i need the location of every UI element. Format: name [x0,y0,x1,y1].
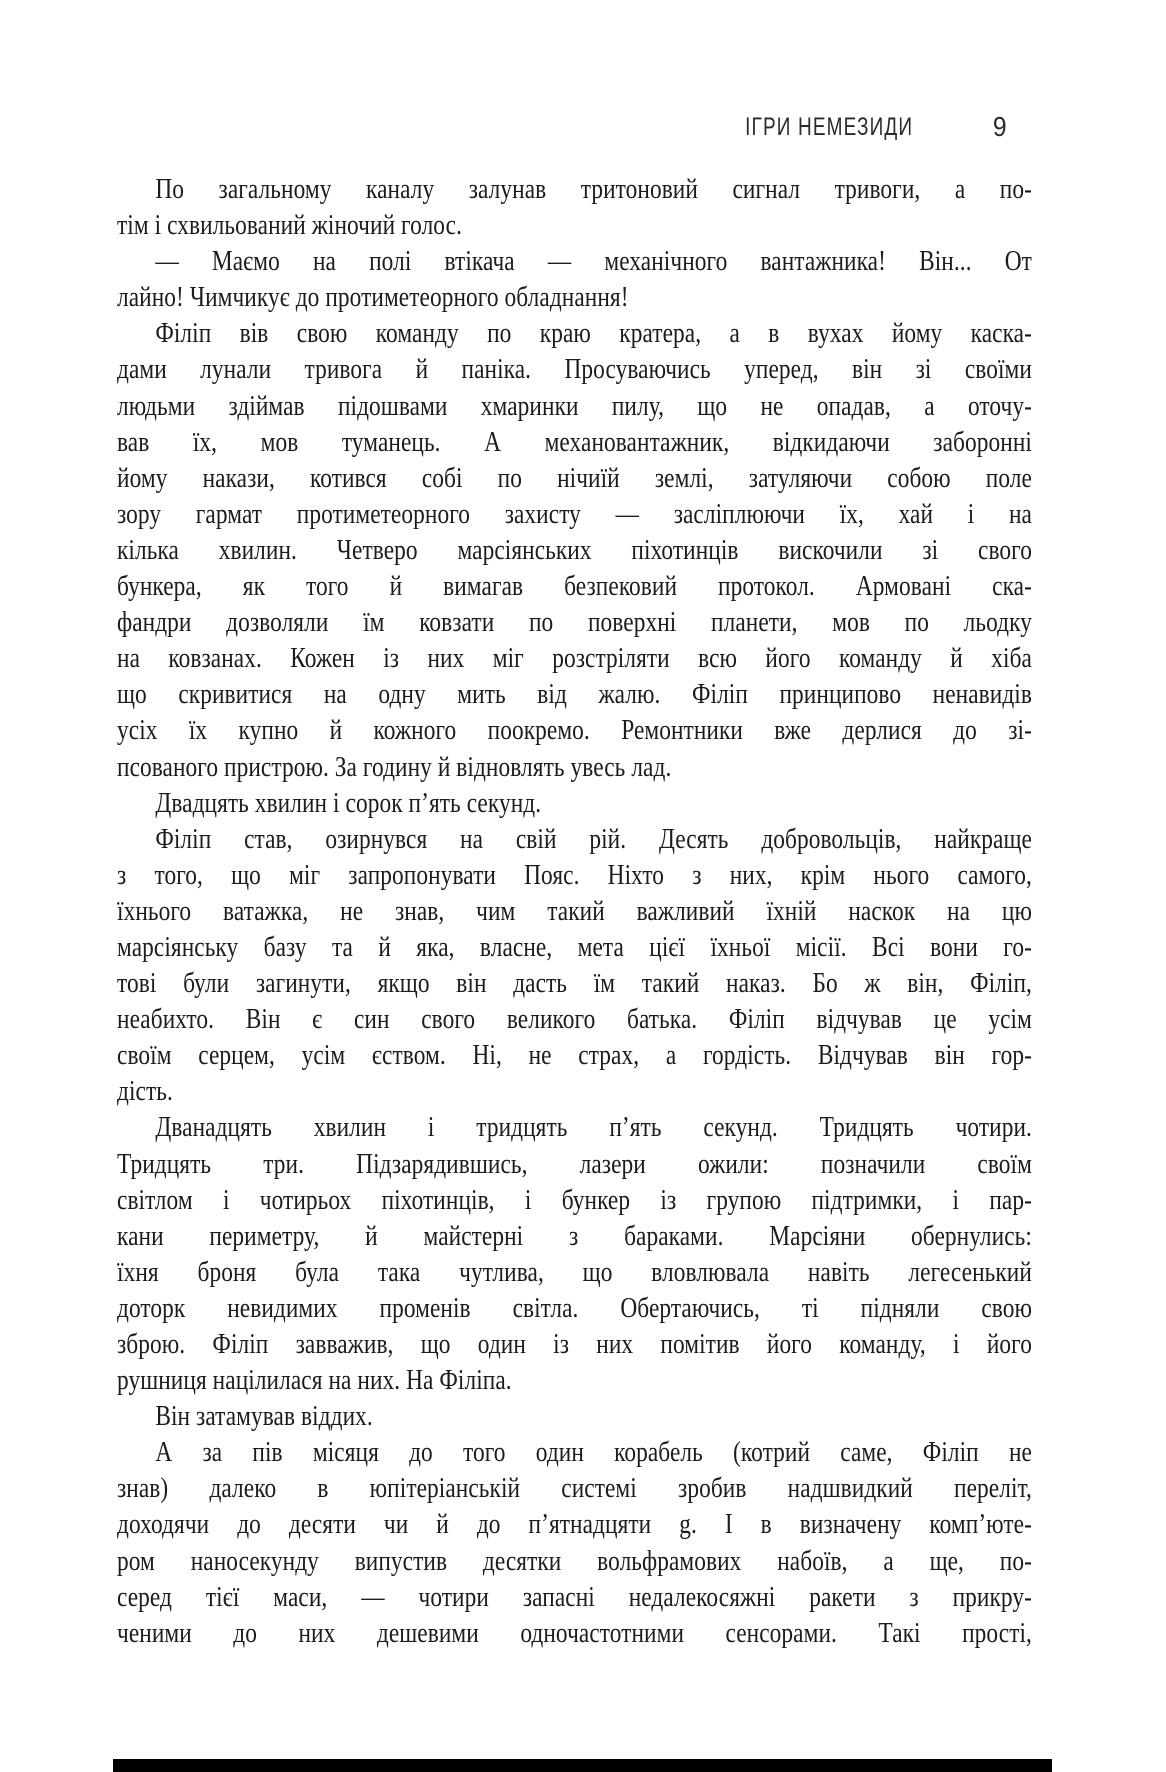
text-line: дість. [117,1076,173,1108]
text-line: псованого пристрою. За годину й відновлять увесь лад. [117,751,672,783]
page-text [117,172,1032,1652]
text-line: доходячи до десяти чи й до п’ятнадцяти g. І в визначену комп’юте- [117,1509,1032,1541]
text-line: бункера, як того й вимагав безпековий протокол. Армовані ска- [117,571,1032,603]
text-line: зору гармат протиметеорного захисту — засліплюючи їх, хай і на [117,498,1032,530]
text-line: неабихто. Він є син свого великого батька. Філіп відчував це усім [117,1004,1032,1036]
text-line: тові були загинути, якщо він дасть їм такий наказ. Бо ж він, Філіп, [117,968,1032,1000]
text-line: вав їх, мов туманець. А механовантажник, відкидаючи заборонні [117,426,1032,458]
text-line: їхня броня була така чутлива, що вловлювала навіть легесенький [117,1256,1032,1288]
page-bottom-scan-edge [113,1759,1052,1772]
text-line: рушниця націлилася на них. На Філіпа. [117,1365,512,1397]
text-line: Філіп вів свою команду по краю кратера, а в вухах йому каска- [155,318,1032,350]
text-line: Дванадцять хвилин і тридцять п’ять секунд. Тридцять чотири. [155,1112,1032,1144]
text-line: світлом і чотирьох піхотинців, і бункер із групою підтримки, і пар- [117,1184,1032,1216]
text-line: А за пів місяця до того один корабель (котрий саме, Філіп не [155,1437,1032,1469]
text-line: йому накази, котився собі по нічиїй землі, затуляючи собою поле [117,462,1032,494]
text-line: фандри дозволяли їм ковзати по поверхні планети, мов по льодку [117,607,1032,639]
text-line: кани периметру, й майстерні з бараками. Марсіяни обернулись: [117,1220,1032,1252]
text-line: доторк невидимих променів світла. Обертаючись, ті підняли свою [117,1292,1032,1324]
text-line: своїм серцем, усім єством. Ні, не страх, а гордість. Відчував він гор- [117,1040,1032,1072]
text-line: з того, що міг запропонувати Пояс. Ніхто з них, крім нього самого, [117,859,1032,891]
text-line: Двадцять хвилин і сорок п’ять секунд. [155,787,542,819]
text-line: знав) далеко в юпітеріанській системі зробив надшвидкий переліт, [117,1473,1032,1505]
text-line: — Маємо на полі втікача — механічного вантажника! Він... От [155,246,1032,278]
text-line: ченими до них дешевими одночастотними сенсорами. Такі прості, [117,1617,1032,1649]
text-line: на ковзанах. Кожен із них міг розстріляти всю його команду й хіба [117,643,1032,675]
page-number: 9 [993,111,1007,142]
text-line: Тридцять три. Підзарядившись, лазери ожили: позначили своїм [117,1148,1032,1180]
text-line: ром наносекунду випустив десятки вольфрамових набоїв, а ще, по- [117,1545,1032,1577]
text-line: тім і схвильований жіночий голос. [117,210,462,242]
text-line: серед тієї маси, — чотири запасні недалекосяжні ракети з прикру- [117,1581,1032,1613]
text-line: Філіп став, озирнувся на свій рій. Десять добровольців, найкраще [155,823,1032,855]
text-line: кілька хвилин. Четверо марсіянських піхотинців вискочили зі свого [117,534,1032,566]
text-line: Він затамував віддих. [155,1401,373,1433]
page-header [692,111,1007,142]
text-line: марсіянську базу та й яка, власне, мета цієї їхньої місії. Всі вони го- [117,931,1032,963]
text-line: що скривитися на одну мить від жалю. Філіп принципово ненавидів [117,679,1032,711]
text-line: лайно! Чимчикує до протиметеорного обладнання! [117,282,629,314]
text-line: дами лунали тривога й паніка. Просуваючись уперед, він зі своїми [117,354,1032,386]
text-line: людьми здіймав підошвами хмаринки пилу, що не опадав, а оточу- [117,390,1032,422]
text-line: По загальному каналу залунав тритоновий сигнал тривоги, а по- [155,174,1032,205]
running-title: ІГРИ НЕМЕЗИДИ [745,113,914,141]
text-line: зброю. Філіп завважив, що один із них помітив його команду, і його [117,1329,1032,1360]
text-line: усіх їх купно й кожного поокремо. Ремонтники вже дерлися до зі- [117,715,1032,747]
text-line: їхнього ватажка, не знав, чим такий важливий їхній наскок на цю [117,895,1032,927]
